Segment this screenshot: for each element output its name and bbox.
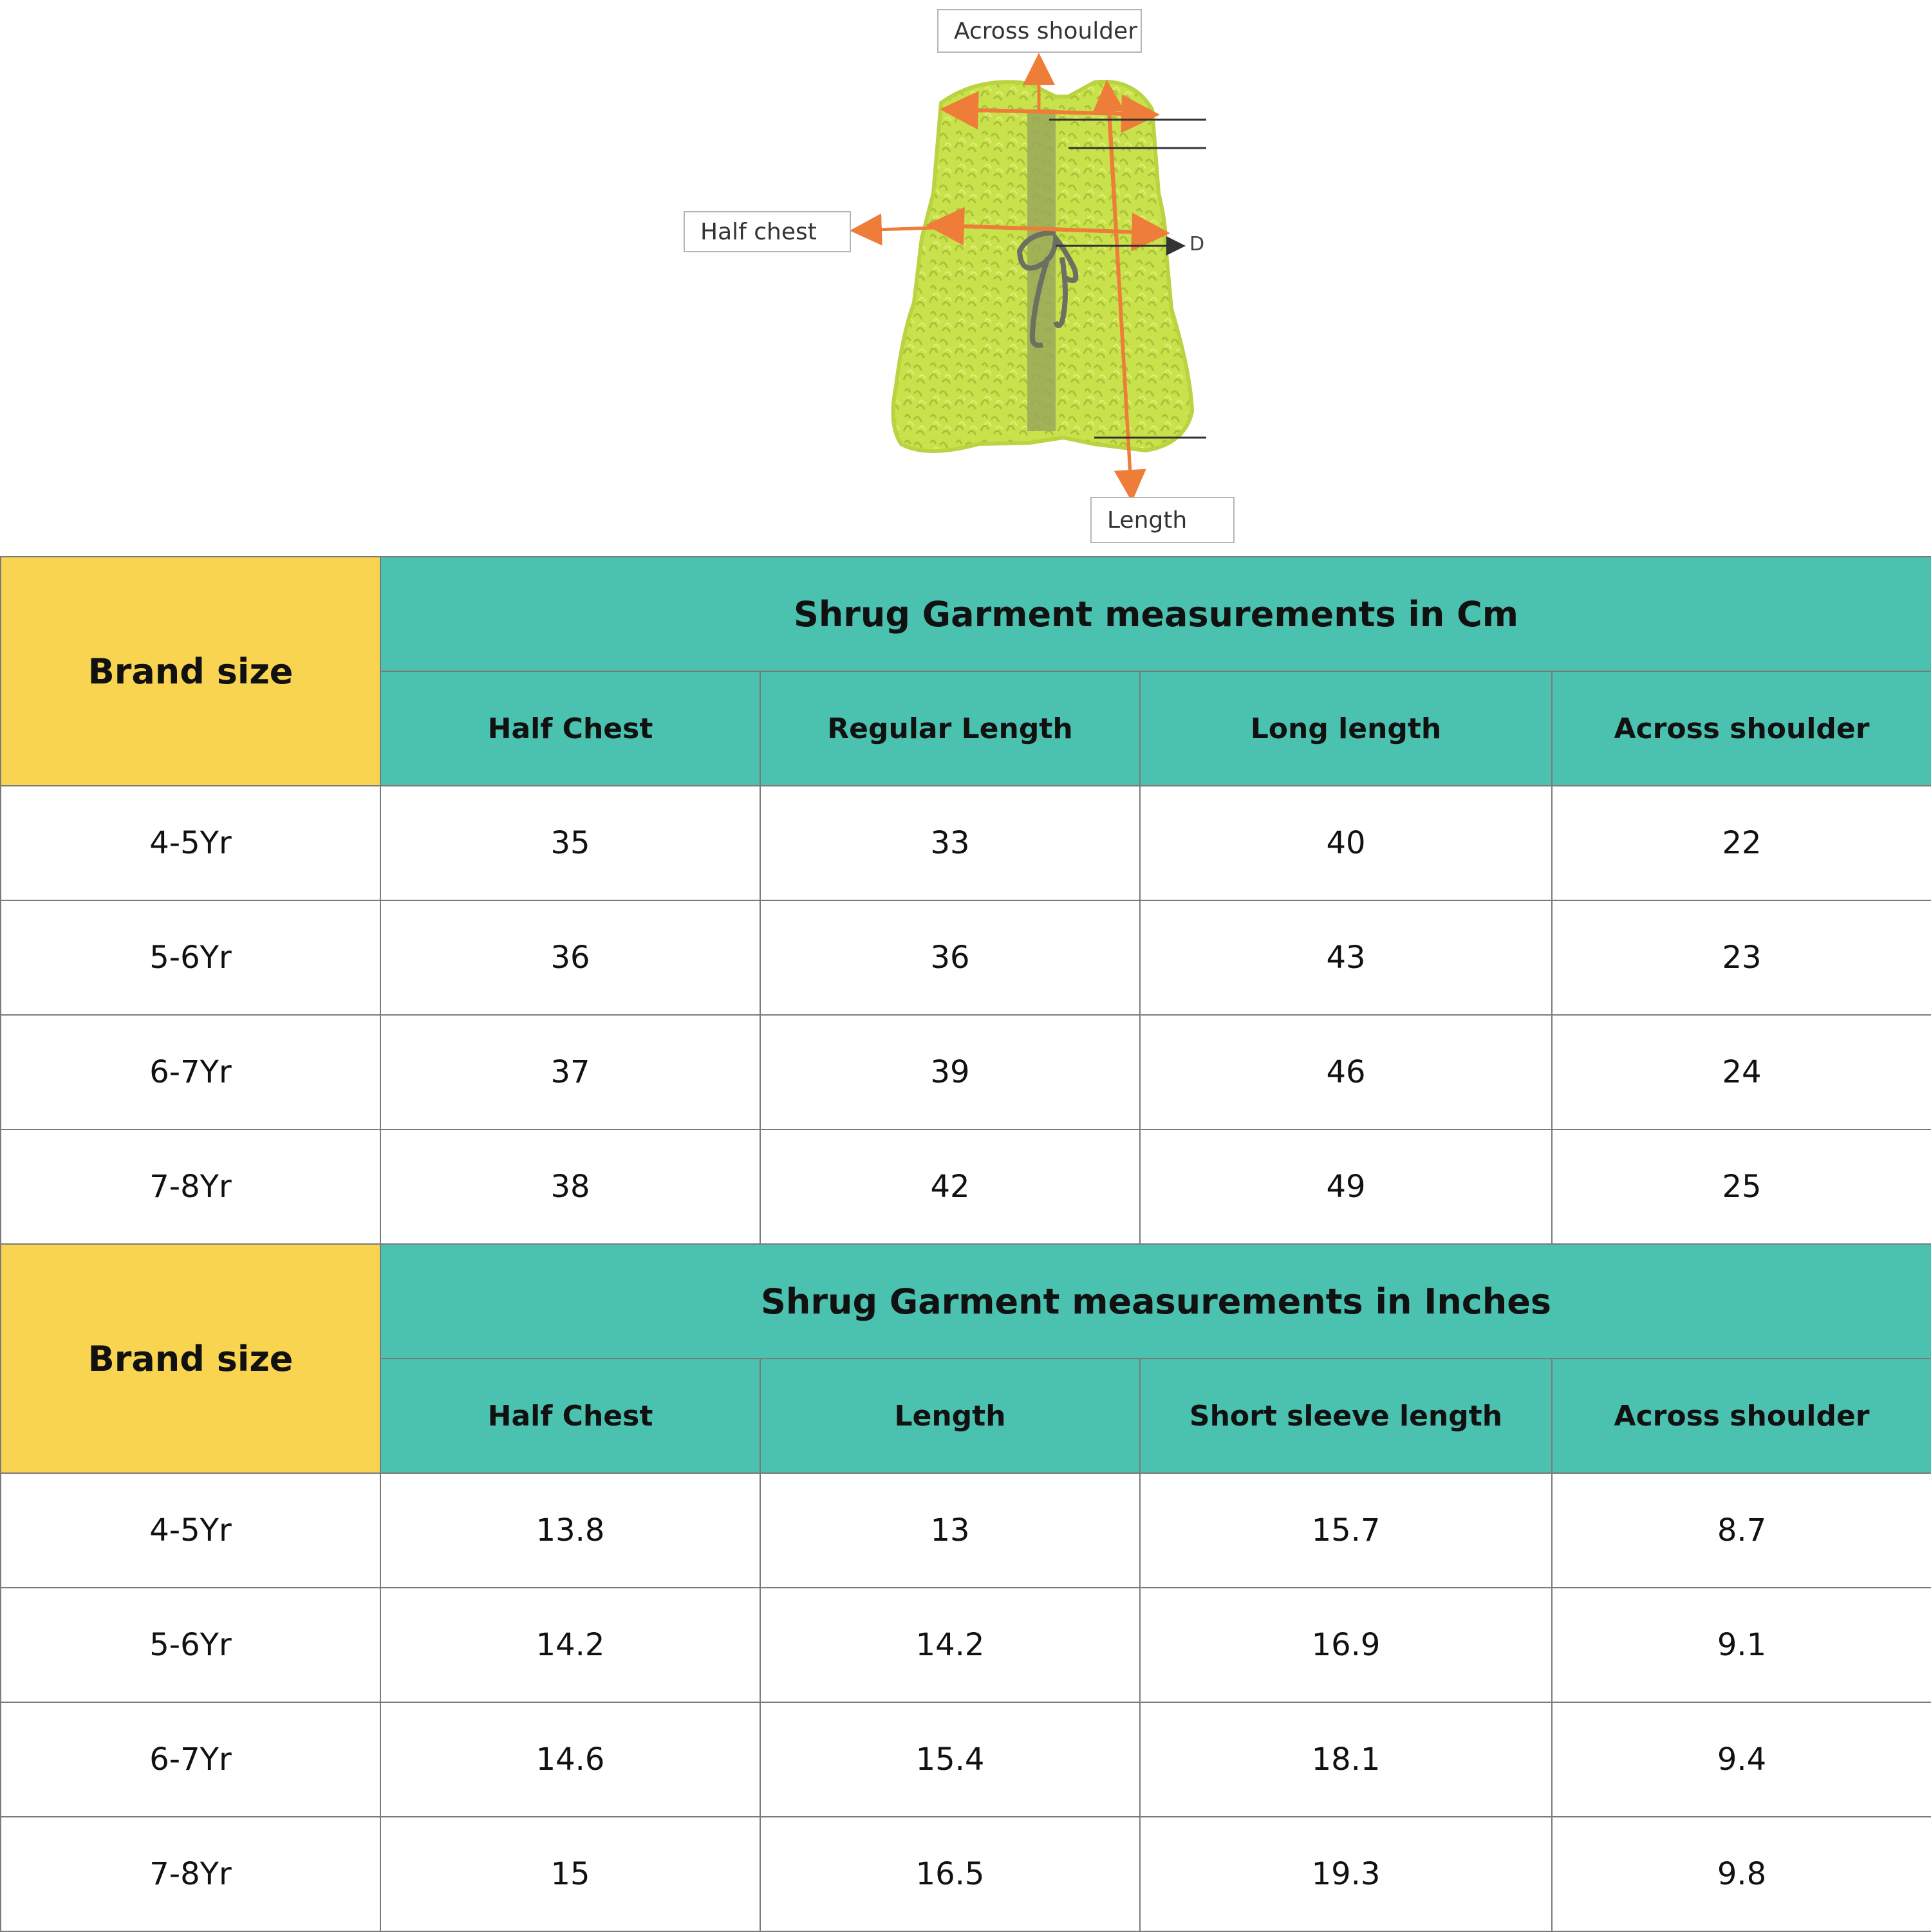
size-cell: 7-8Yr <box>1 1129 380 1244</box>
measurement-diagram <box>0 0 1931 556</box>
value-cell: 39 <box>760 1015 1140 1129</box>
column-header: Half Chest <box>380 1359 760 1473</box>
size-cell: 4-5Yr <box>1 786 380 900</box>
value-cell: 43 <box>1140 900 1552 1015</box>
value-cell: 15 <box>380 1817 760 1931</box>
value-cell: 23 <box>1552 900 1931 1015</box>
across-shoulder-label: Across shoulder <box>937 9 1142 53</box>
column-header: Length <box>760 1359 1140 1473</box>
size-cell: 5-6Yr <box>1 1588 380 1702</box>
value-cell: 19.3 <box>1140 1817 1552 1931</box>
table-title: Shrug Garment measurements in Cm <box>380 557 1931 671</box>
size-table-cm <box>0 556 1931 1245</box>
column-header: Across shoulder <box>1552 671 1931 786</box>
value-cell: 49 <box>1140 1129 1552 1244</box>
value-cell: 14.2 <box>760 1588 1140 1702</box>
value-cell: 16.9 <box>1140 1588 1552 1702</box>
value-cell: 15.4 <box>760 1702 1140 1817</box>
size-cell: 4-5Yr <box>1 1473 380 1588</box>
value-cell: 9.4 <box>1552 1702 1931 1817</box>
value-cell: 18.1 <box>1140 1702 1552 1817</box>
value-cell: 14.2 <box>380 1588 760 1702</box>
value-cell: 14.6 <box>380 1702 760 1817</box>
column-header: Half Chest <box>380 671 760 786</box>
value-cell: 9.8 <box>1552 1817 1931 1931</box>
brand-size-header: Brand size <box>1 1244 380 1473</box>
size-table-inches <box>0 1243 1931 1932</box>
value-cell: 15.7 <box>1140 1473 1552 1588</box>
column-header: Regular Length <box>760 671 1140 786</box>
value-cell: 25 <box>1552 1129 1931 1244</box>
table-row <box>1 1588 1931 1702</box>
value-cell: 36 <box>380 900 760 1015</box>
column-header: Long length <box>1140 671 1552 786</box>
table-row <box>1 1129 1931 1244</box>
size-cell: 7-8Yr <box>1 1817 380 1931</box>
table-row <box>1 1015 1931 1129</box>
table-header-row <box>1 1244 1931 1359</box>
value-cell: 9.1 <box>1552 1588 1931 1702</box>
value-cell: 35 <box>380 786 760 900</box>
value-cell: 46 <box>1140 1015 1552 1129</box>
table-title: Shrug Garment measurements in Inches <box>380 1244 1931 1359</box>
table-row <box>1 1702 1931 1817</box>
value-cell: 36 <box>760 900 1140 1015</box>
column-header: Across shoulder <box>1552 1359 1931 1473</box>
size-cell: 6-7Yr <box>1 1015 380 1129</box>
table-row <box>1 1817 1931 1931</box>
value-cell: 13 <box>760 1473 1140 1588</box>
value-cell: 22 <box>1552 786 1931 900</box>
value-cell: 37 <box>380 1015 760 1129</box>
table-header-row <box>1 557 1931 671</box>
table-row <box>1 900 1931 1015</box>
table-row <box>1 786 1931 900</box>
value-cell: 33 <box>760 786 1140 900</box>
table-row <box>1 1473 1931 1588</box>
value-cell: 24 <box>1552 1015 1931 1129</box>
brand-size-header: Brand size <box>1 557 380 786</box>
value-cell: 40 <box>1140 786 1552 900</box>
value-cell: 38 <box>380 1129 760 1244</box>
shrug-illustration <box>0 0 1931 556</box>
d-marker-label: D <box>1189 233 1205 255</box>
size-cell: 5-6Yr <box>1 900 380 1015</box>
value-cell: 13.8 <box>380 1473 760 1588</box>
length-label: Length <box>1090 497 1235 543</box>
column-header: Short sleeve length <box>1140 1359 1552 1473</box>
size-cell: 6-7Yr <box>1 1702 380 1817</box>
value-cell: 8.7 <box>1552 1473 1931 1588</box>
value-cell: 16.5 <box>760 1817 1140 1931</box>
value-cell: 42 <box>760 1129 1140 1244</box>
half-chest-label: Half chest <box>684 211 851 252</box>
